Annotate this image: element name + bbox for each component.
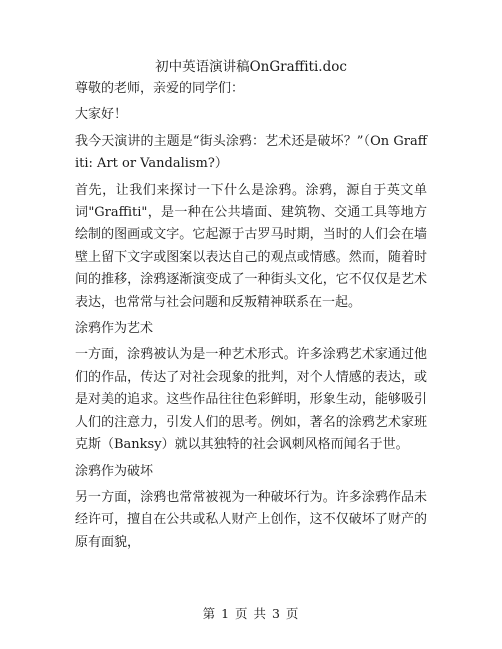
topic-paragraph: 我今天演讲的主题是“街头涂鸦：艺术还是破坏？”（On Graffiti: Art or Vandalism?） bbox=[75, 133, 427, 172]
section-heading-vandalism: 涂鸦作为破坏 bbox=[75, 463, 154, 479]
intro-paragraph: 首先，让我们来探讨一下什么是涂鸦。涂鸦，源自于英文单词"Graffiti"，是一种在公共墙面、建筑物、交通工具等地方绘制的图画或文字。它起源于古罗马时期，当时的人们会在墙壁上留下文字或图案以表达自己的观点或情感。然而，随着时间的推移，涂鸦逐渐演变成了一种街头文化，它不仅仅是艺术表达，也常常与社会问题和反叛精神联系在一起。 bbox=[75, 182, 427, 310]
salutation: 尊敬的老师，亲爱的同学们： bbox=[75, 81, 245, 96]
greeting: 大家好！ bbox=[75, 107, 128, 123]
document-title: 初中英语演讲稿OnGraffiti.doc bbox=[155, 59, 347, 75]
page-footer: 第 1 页 共 3 页 bbox=[202, 606, 300, 621]
document-body bbox=[75, 78, 427, 558]
section-heading-art: 涂鸦作为艺术 bbox=[75, 321, 154, 337]
art-paragraph: 一方面，涂鸦被认为是一种艺术形式。许多涂鸦艺术家通过他们的作品，传达了对社会现象的批判，对个人情感的表达，或是对美的追求。这些作品往往色彩鲜明，形象生动，能够吸引人们的注意力，引发人们的思考。例如，著名的涂鸦艺术家班克斯（Banksy）就以其独特的社会讽刺风格而闻名于世。 bbox=[75, 347, 427, 453]
vandalism-paragraph: 另一方面，涂鸦也常常被视为一种破坏行为。许多涂鸦作品未经许可，擅自在公共或私人财产上创作，这不仅破坏了财产的原有面貌， bbox=[75, 489, 427, 550]
